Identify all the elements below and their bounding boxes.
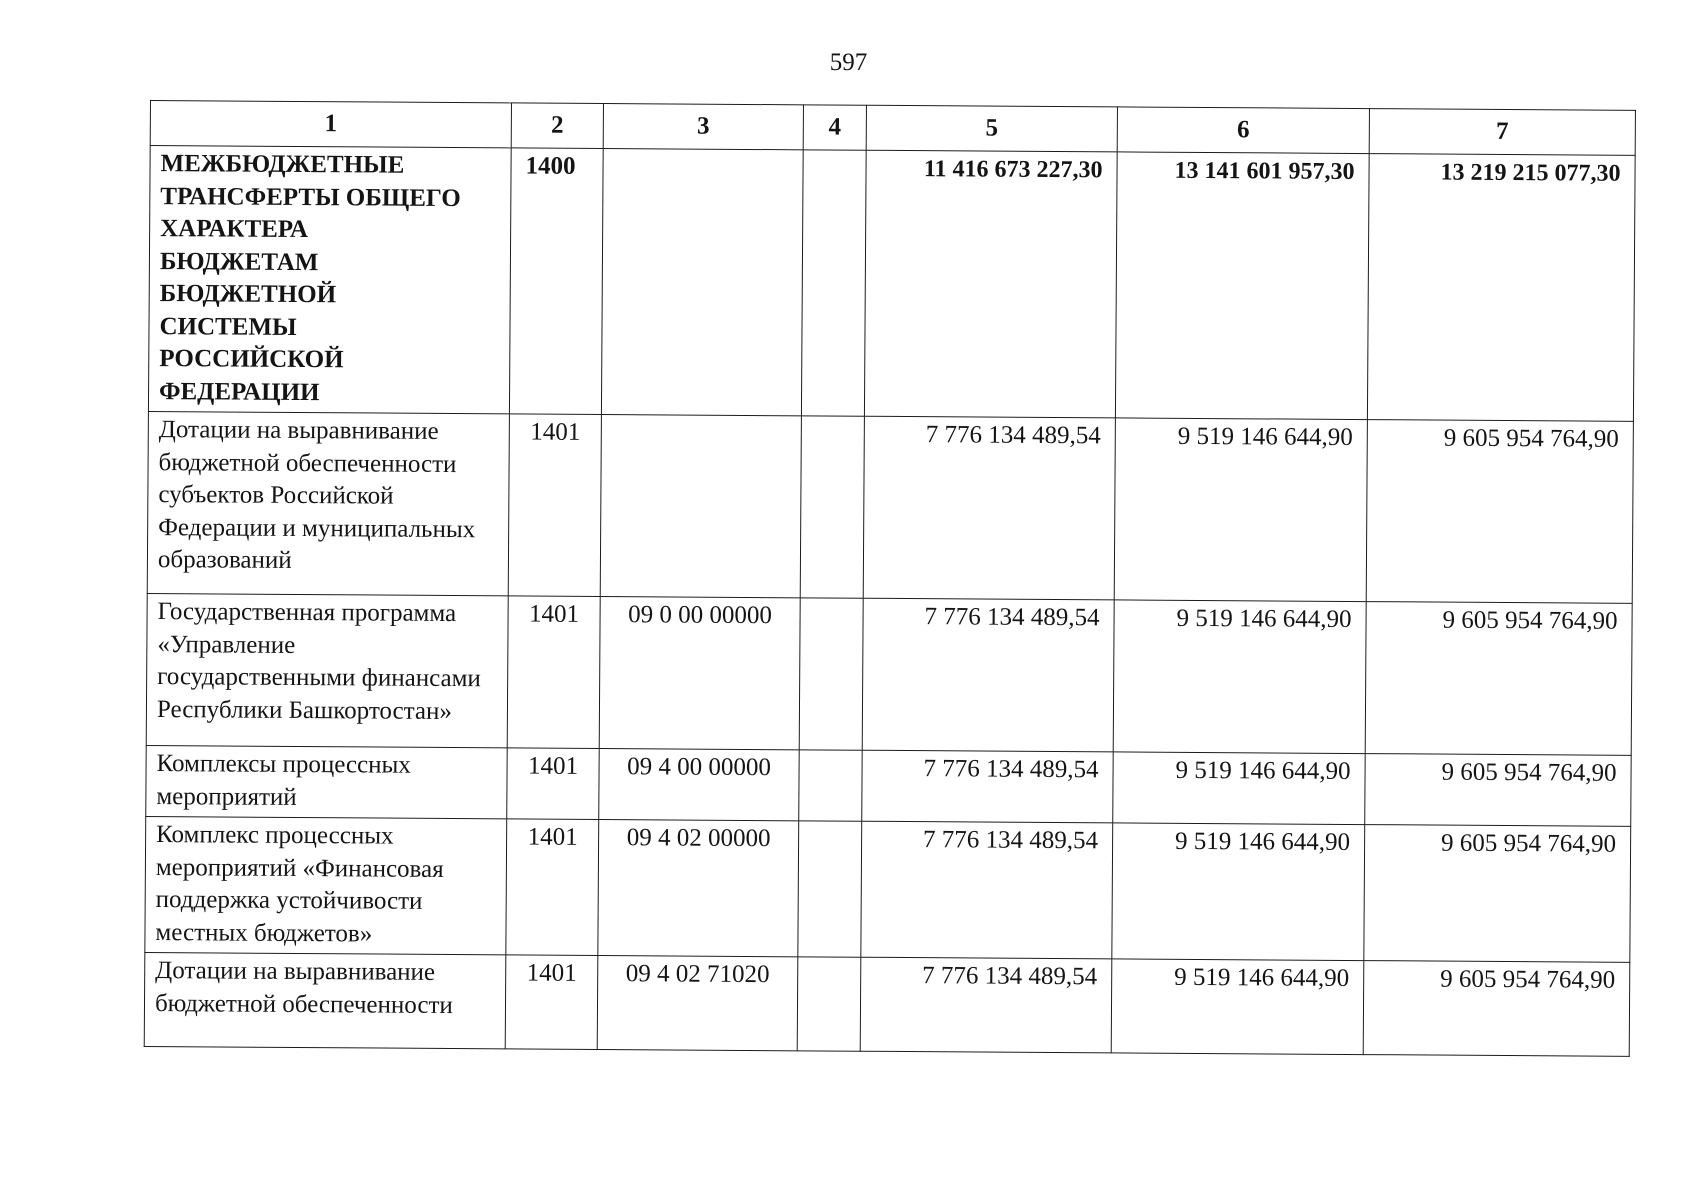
amount-year-1: 7 776 134 489,54 (861, 821, 1113, 959)
amount-year-1: 11 416 673 227,30 (864, 150, 1117, 418)
column-header: 6 (1117, 107, 1369, 154)
expense-type (798, 821, 862, 957)
row-name: Комплексы процессных мероприятий (146, 745, 507, 818)
expense-type (799, 598, 863, 750)
amount-year-3: 9 605 954 764,90 (1363, 961, 1630, 1057)
amount-year-1: 7 776 134 489,54 (863, 416, 1115, 600)
amount-year-2: 9 519 146 644,90 (1111, 959, 1364, 1055)
column-header: 5 (866, 105, 1117, 152)
target-code: 09 4 02 00000 (598, 819, 799, 956)
column-header: 7 (1369, 109, 1635, 156)
table-row (147, 411, 1633, 603)
column-header: 4 (803, 105, 866, 150)
section-code: 1401 (506, 819, 599, 956)
section-code: 1401 (505, 955, 598, 1050)
target-code (601, 149, 803, 416)
amount-year-3: 9 605 954 764,90 (1365, 602, 1632, 756)
table-row (146, 745, 1631, 826)
amount-year-2: 9 519 146 644,90 (1113, 752, 1365, 825)
table-row (146, 593, 1632, 755)
row-name: Дотации на выравнивание бюджетной обеспеченности (144, 952, 506, 1048)
table-row (145, 816, 1631, 962)
target-code: 09 4 00 00000 (599, 748, 799, 820)
target-code (600, 415, 801, 598)
amount-year-3: 9 605 954 764,90 (1365, 754, 1631, 827)
row-name: Комплекс процессных мероприятий «Финансовая поддержка устойчивости местных бюджетов» (145, 816, 507, 954)
amount-year-1: 7 776 134 489,54 (860, 957, 1112, 1053)
column-header: 3 (603, 104, 803, 150)
amount-year-3: 9 605 954 764,90 (1366, 420, 1633, 604)
row-name: МЕЖБЮДЖЕТНЫЕ ТРАНСФЕРТЫ ОБЩЕГО ХАРАКТЕРА БЮДЖЕТАМ БЮДЖЕТНОЙ СИСТЕМЫ РОССИЙСКОЙ ФЕДЕРАЦИИ (148, 146, 511, 414)
section-code: 1401 (508, 414, 601, 597)
section-code: 1401 (507, 596, 600, 749)
expense-type (801, 150, 866, 416)
expense-type (799, 750, 862, 821)
amount-year-2: 13 141 601 957,30 (1115, 152, 1369, 420)
table-row (144, 952, 1630, 1056)
amount-year-2: 9 519 146 644,90 (1112, 823, 1365, 961)
amount-year-1: 7 776 134 489,54 (862, 750, 1113, 823)
target-code: 09 4 02 71020 (597, 955, 798, 1050)
amount-year-2: 9 519 146 644,90 (1114, 418, 1367, 602)
row-name: Государственная программа «Управление государственными финансами Республики Башкортостан» (146, 593, 508, 747)
page-number: 597 (829, 49, 868, 76)
amount-year-3: 9 605 954 764,90 (1364, 825, 1631, 963)
column-header: 2 (511, 103, 603, 149)
amount-year-2: 9 519 146 644,90 (1113, 600, 1366, 754)
table-row (148, 146, 1635, 422)
section-code: 1401 (507, 748, 599, 820)
column-header: 1 (150, 101, 511, 148)
expense-type (800, 416, 864, 598)
target-code: 09 0 00 00000 (599, 596, 800, 749)
row-name: Дотации на выравнивание бюджетной обеспеченности субъектов Российской Федерации и муниципальных образований (147, 411, 509, 595)
amount-year-3: 13 219 215 077,30 (1367, 154, 1635, 422)
amount-year-1: 7 776 134 489,54 (862, 598, 1114, 752)
section-code: 1400 (509, 148, 603, 415)
budget-table (144, 100, 1636, 1057)
expense-type (797, 957, 861, 1051)
